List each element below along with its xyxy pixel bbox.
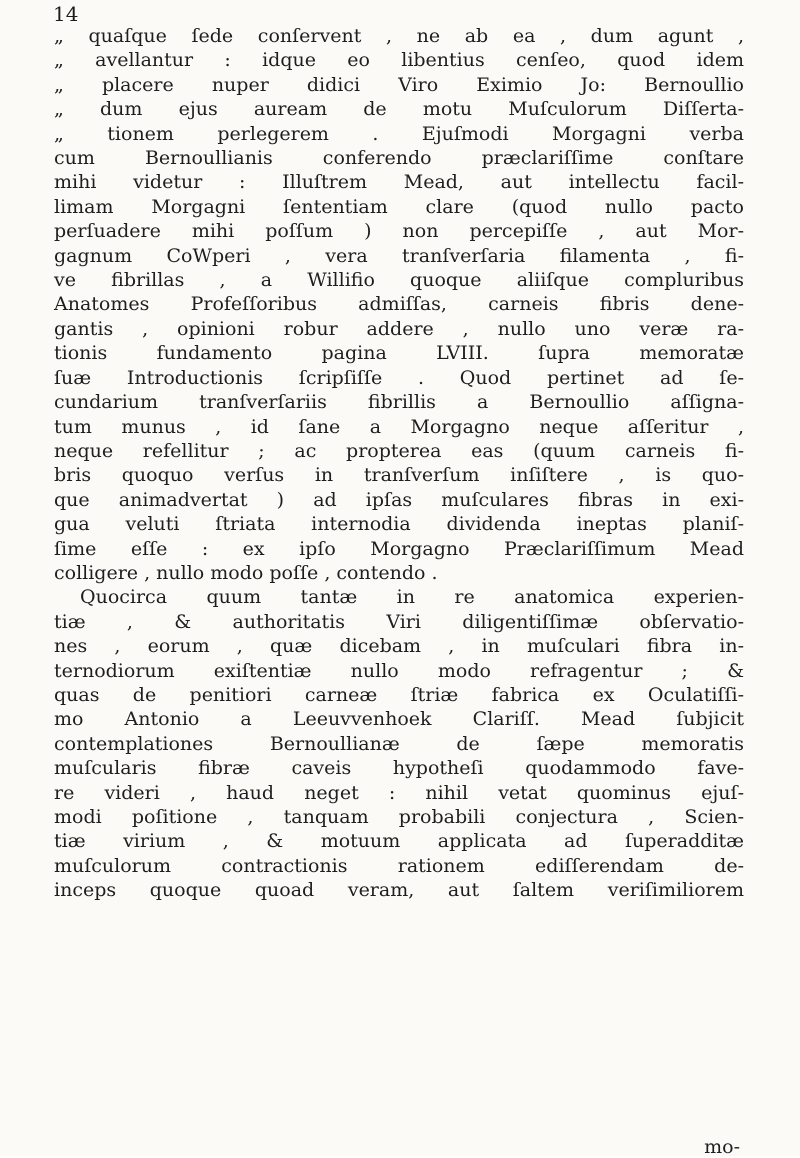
text-line: limam Morgagni ſententiam clare (quod nullo pacto [54, 195, 744, 218]
text-line: gua veluti ſtriata internodia dividenda ineptas planiſ- [54, 513, 744, 536]
text-line: neque refellitur ; ac propterea eas (quum carneis fi- [54, 439, 744, 462]
text-line: tiæ , & authoritatis Viri diligentiſſimæ obſervatio- [54, 610, 744, 633]
text-line: que animadvertat ) ad ipſas muſculares fibras in exi- [54, 488, 744, 511]
text-line: Quocirca quum tantæ in re anatomica experien- [80, 586, 744, 609]
text-line: ſuæ Introductionis ſcripſiſſe . Quod pertinet ad ſe- [54, 366, 744, 389]
text-line: ve fibrillas , a Willifio quoque aliiſque compluribus [54, 269, 744, 292]
text-line: inceps quoque quoad veram, aut ſaltem veriſimiliorem [54, 879, 744, 902]
text-line: tum munus , id ſane a Morgagno neque aſſeritur , [54, 415, 744, 438]
text-line: „ dum ejus auream de motu Muſculorum Diſſerta- [54, 98, 744, 121]
catchword: mo- [704, 1136, 740, 1158]
text-line: colligere , nullo modo poſſe , contendo . [54, 561, 438, 584]
text-line: ſime eſſe : ex ipſo Morgagno Præclariſſimum Mead [54, 537, 744, 560]
text-line: „ placere nuper didici Viro Eximio Jo: Bernoullio [54, 73, 744, 96]
text-line: contemplationes Bernoullianæ de ſæpe memoratis [54, 732, 744, 755]
text-line: tionis fundamento pagina LVIII. ſupra memoratæ [54, 342, 744, 365]
body-text [54, 24, 744, 903]
text-line: muſcularis fibræ caveis hypotheſi quodammodo fave- [54, 757, 744, 780]
text-line: „ avellantur : idque eo libentius cenſeo, quod idem [54, 49, 744, 72]
text-line: re videri , haud neget : nihil vetat quominus ejuſ- [54, 781, 744, 804]
text-line: perſuadere mihi poſſum ) non percepiſſe , aut Mor- [54, 220, 744, 243]
text-line: bris quoquo verſus in tranſverſum inſiſtere , is quo- [54, 464, 744, 487]
text-line: „ tionem perlegerem . Ejuſmodi Morgagni verba [54, 122, 744, 145]
text-line: muſculorum contractionis rationem ediſſerendam de- [54, 854, 744, 877]
text-line: nes , eorum , quæ dicebam , in muſculari fibra in- [54, 635, 744, 658]
text-line: quas de penitiori carneæ ſtriæ fabrica ex Oculatiſſi- [54, 683, 744, 706]
page-number: 14 [53, 2, 79, 26]
text-line: „ quaſque ſede conſervent , ne ab ea , dum agunt , [54, 25, 744, 47]
text-line: tiæ virium , & motuum applicata ad ſuperadditæ [54, 830, 744, 853]
text-line: gantis , opinioni robur addere , nullo uno veræ ra- [54, 317, 744, 340]
text-line: cundarium tranſverſariis fibrillis a Bernoullio aſſigna- [54, 391, 744, 414]
text-line: mo Antonio a Leeuvvenhoek Clariſſ. Mead ſubjicit [54, 708, 744, 731]
text-line: cum Bernoullianis conferendo præclariſſime conſtare [54, 147, 744, 170]
text-line: mihi videtur : Illuſtrem Mead, aut intellectu facil- [54, 171, 744, 194]
text-line: modi poſitione , tanquam probabili conjectura , Scien- [54, 806, 744, 828]
text-line: Anatomes Profeſſoribus admiſſas, carneis fibris dene- [54, 293, 744, 316]
text-line: ternodiorum exiſtentiæ nullo modo refragentur ; & [54, 659, 744, 682]
text-line: gagnum CoWperi , vera tranſverſaria filamenta , fi- [54, 244, 744, 267]
